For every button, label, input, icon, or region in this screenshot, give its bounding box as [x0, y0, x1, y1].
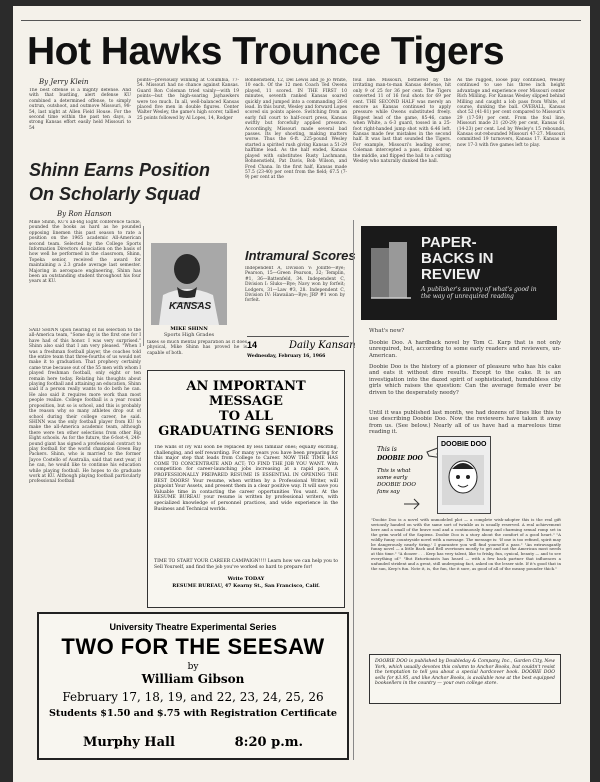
resume-bureau-ad — [147, 370, 345, 608]
basketball-col-1: The best offense is a mighty defense. And with that bustling, alert defense KU combined a determined offense, to simply outrun, outshoot, and outmove Missouri, 98-54, last night at Allen Field House. For the second time within the past ten days, a strong Kansas effort easily held Missouri to 54 — [29, 88, 131, 131]
ad-headline-1: AN IMPORTANT MESSAGE — [186, 379, 306, 409]
shinn-headline-line-2: On Scholarly Squad — [29, 184, 201, 204]
top-rule — [21, 20, 581, 21]
ad-headline-2: TO ALL — [219, 409, 273, 424]
doobie-doo-book-cover — [437, 436, 491, 514]
theatre-venue: Murphy Hall — [83, 735, 175, 750]
theatre-author: William Gibson — [141, 672, 245, 686]
paperbacks-title-3: REVIEW — [421, 266, 481, 283]
photo-caption-name: MIKE SHINN — [170, 326, 208, 332]
shinn-col-2: takes so much mental preparation as it does physical, Mike Shinn has proved he is capable of both. — [147, 340, 247, 356]
intramural-title: Intramural Scores — [245, 248, 356, 263]
paperbacks-title-2: BACKS IN — [421, 250, 494, 267]
newspaper-page — [13, 6, 590, 782]
basketball-col-4: foul line. Missouri, bothered by the irritating man-to-man Kansas defense, hit only 9 of 25 for 36 per cent. The Tigers converted 11 of 16 foul shots for 69 per cent. THE SECOND HALF was merely an encore as Kansas continued to apply pressure while Owens substituted freely. Biggest lead of the game, 85-46, came when White, a 6-3 guard, tossed in a 25-foot right-handed jump shot with 6:46 left. Kansas made few mistakes in the second half. It was last that sounded the Tigers. For example, Missouri's leading scorer, Coleman intercepted a pass, dribbled up the middle, and flipped the ball to a cutting Wesley who naturally dunked the ball. — [353, 78, 451, 165]
column-rule-1 — [143, 226, 144, 346]
main-headline: Hot Hawks Trounce Tigers — [27, 30, 505, 73]
ad-address: RESUME BUREAU, 47 Kearny St., San Francisco, Calif. — [172, 583, 320, 590]
theatre-dates: February 17, 18, 19, and 22, 23, 24, 25, 26 — [62, 690, 324, 704]
basketball-col-2: points—previously winning at Columbia, 77-54. Missouri had no chance against Kansas. Guard Ron Coleman tried vainly—with 19 points—but the high-soaring Jayhawkers were too much. In all, well-balanced Kansas placed five men in double figures. Center Walter Wesley, the game's high scorer, tallied 25 points followed by Al Lopes, 14, Rodger — [137, 78, 239, 121]
ad-headline-3: GRADUATING SENIORS — [158, 424, 334, 439]
issue-date: Wednesday, February 16, 1966 — [247, 354, 326, 359]
paperbacks-tagline: A publisher's survey of what's good in the way of unrequired reading — [421, 286, 537, 300]
shinn-byline: By Ron Hanson — [57, 210, 112, 218]
theatre-series: University Theatre Experimental Series — [109, 622, 277, 632]
basketball-col-3: Bohnenstiehl, 12, Del Lewis and Jo Jo White, 10 each. Of the 12 men Coach Ted Owens played, 11 scored. IN THE FIRST 10 minutes, seventh ranked Kansas soared quickly and jumped into a commanding 26-8 lead. In this burst, Wesley and forward Lopes scored six points apiece. Switching from an early full court to half-court press, Kansas swiftly but forcefully applied pressure. Accordingly, Missouri made several bad passes. Its ley shooting, making matters worse. Thus the 6-ft. 225-pound Wesley started a spirited rush giving Kansas a 51-29 halftime lead. As the half ended, Kansas played with substitutes Rusty Lachmann, Bohnenstiehl, Pat Davis, Bob Wilson, and Fred Chana. In the first half, Kansas made 57.5 (23-40) per cent from the field; 67.5 (7-9) per cent at the — [245, 78, 347, 181]
masthead-rule — [247, 336, 349, 337]
paperbacks-title-1: PAPER- — [421, 234, 477, 251]
this-is-label: This is — [377, 446, 397, 453]
review-paragraph-3: Until it was published last month, we had dozens of lines like this to use describing Doobie Doo. Now the reviewers have taken it away from us. (See below.) Nearly all of us have had a marvelous time reading it. — [369, 410, 561, 436]
arrow-doodle-icon — [403, 496, 421, 512]
basketball-col-5: As the rugged, loose play continued, Wesley continued to use his three inch height advantage and experience over Missouri center Rich Mililing. For Kansas Wesley slipped behind Milling and caught a lob pass from White, of course, dunking the ball. OVERALL, Kansas shot 52 (41-81) per cent compared to Missouri's 29 (17-59) per cent. From the foul line, Missouri made 21 (20-29) per cent, Kansas 61 (14-23) per cent. Led by Wesley's 15 rebounds, Kansas out-rebounded Missouri 47-27. Missouri committed 19 turnovers, Kansas 17. Kansas is now 17-3 with five games left to play. — [457, 78, 565, 148]
paperbacks-banner — [361, 226, 557, 320]
jersey-lettering: KANSAS — [169, 301, 212, 312]
book-cover-face-icon — [438, 451, 488, 511]
column-rule-2 — [353, 220, 354, 760]
reviewer-quotes: "Doobie Doo is a novel with unmodeled plot — a complete wish-adopter this is the real gift seriously handed on with the same sort of twinkle as is usually reserved. A real achievement here and a small of the brave soul and a continuously funny and charming sexual romp set in the grim world of the Sapiens. Doobie Doo is a story about the comfort of a good heart." "A wildly funny countryside novel with a message. The message is: 'If one is too refined, spirit may be dangerously nearly tiring.' I guarantee you will find yourself a pass." "An extravagantly funny novel — a little Bach and Bell overtones mostly to get and not the American most needs at this time." "A doozer . . . Kerp has very talent, like to frisky, fun, cynical, beauty — and to see everything of." "But Extortionists has heard — with a few back partner that influences a unfunded strident and a great, still undergoing fact, asked on the lesser side. If it's good that in the sun, Kerp's fun. Note it, is, the fun, the it sure, as good of all of the meany pounder thick." — [371, 518, 561, 572]
shinn-col-1b: SAID SHINN upon hearing of his selection to the all-America team, "Some day is the first one for I have had of this honor. I was very surprised." Shinn also said that I am very pleased. "When I was a freshman football player, the coaches told the entire team that three-fourths of us would not make it to graduation. That prophecy certainly came true because out of the 55 men with whom I played freshman football, only eight or ten remain here today. Relating his thoughts about playing football and attaining an education, Shinn said if a person really wants to do both he can. He also said it requires more work than most people realize. College football is a year round proposition, but so is school, and this is probably the reason why so many athletes drop out of school during their college career, he said. SHINN was the only football player from KU to make the all-America academic team, although there were ten other selections from other Big Eight schools. As for the future, the 6-foot-4, 240-pound giant has signed a professional contract to play football for the world champion Green Bay Packers. Shinn, who is married to the former Jayce Costello of Australia, said that next year, if he can, he would like to continue his education while playing football. He hopes to do graduate work at KU. Although playing football particularly professional football — [29, 328, 141, 485]
player-portrait-icon — [151, 243, 227, 325]
intramural-scores: Independent A, Division V: Jolliffe—Bye; Pearson, 15—Green Pearson, 32; Templin, #1, 36—Battenfeld, 34. Independent C, Division I: Sluks—Bye; Navy won by forfeit; Lodgers, 31—Law #3, 28. Independent C, Division IV: Hawaiian—Bye; JRP #1 won by forfeit. — [245, 266, 345, 304]
whats-new-label: What's new? — [369, 328, 405, 334]
ad-body: The walls of ivy will soon be replaced by less familiar ones; equally exciting, challenging, and self rewarding. For many years you have been preparing for this major step that leads from College to Career. NOW THE TIME HAS COME TO CONCENTRATE AND ACT; TO FIND THE JOB YOU WANT. With competition for career-launching jobs increasing at a rapid pace, A PROFESSIONALLY PREPARED RESUME IS ESSENTIAL IN OPENING THE BEST DOORS! Your resume, when written by a Professional Writer, will pinpoint Your Assets, and present them in a clear positive way. It will save you Valuable time in contacting the career opportunities You want. At the RESUME BUREAU your resume is written by professional writers, with specialized knowledge of personnel practices, and wide experience in the Business and Technical worlds. — [154, 445, 338, 512]
review-paragraph-2: Doobie Doo is the history of a pioneer of pleasure who has his cake and eats it without dire results. Except to the cake. It is an investigation into the dazed spirit of sophisticated, humdubless city girls which raises the question: Can the average female ever be driven to the desperately needy? — [369, 364, 561, 396]
shinn-col-1: Mike Shinn, KU's all-Big Eight conference tackle, pounded the books as hard as he pounded opposing linemen this past season to rate a position on the 1965 academic All-American second team. Selected by the College Sports Information Directors Association on the basis of how well he performed in the classroom, Shinn, Topeka senior, received the award for maintaining a 2.3 grade average last semester. Majoring in aerospace engineering, Shinn has been an outstanding student throughout his four years at KU. — [29, 220, 141, 285]
shinn-headline-line-1: Shinn Earns Position — [29, 160, 211, 180]
photo-caption-sub: Sports High Grades — [163, 332, 215, 338]
review-paragraph-1: Doobie Doo. A hardback novel by Tom C. Karp that is not only unrequired, but, according to some early readers and reviewers, un-American. — [369, 340, 561, 359]
theatre-ad — [37, 612, 349, 760]
theatre-prices: Students $1.50 and $.75 with Registration Certificate — [48, 708, 338, 719]
doubleday-notice-text: DOOBIE DOO is published by Doubleday & Company, Inc., Garden City, New York, which usually devotes this column to Anchor Books, but couldn't resist the temptation to tell you about a special hardcover book. DOOBIE DOO sells for $3.95, and like Anchor Books, is available now at the best equipped booksellers in the country — your own college store. — [375, 659, 555, 687]
fans-say-label: This is what some early DOOBIE DOO fans say — [377, 468, 416, 495]
books-illustration-icon — [367, 238, 419, 308]
ad-write-today: Write TODAY — [227, 576, 265, 583]
book-cover-title: DOOBIE DOO — [441, 441, 487, 448]
mike-shinn-photo — [151, 243, 227, 325]
theatre-title: TWO FOR THE SEESAW — [61, 634, 325, 659]
paper-name: Daily Kansan — [289, 340, 356, 351]
basketball-byline: By Jerry Klein — [39, 78, 89, 86]
doobie-doo-label: DOOBIE DOO — [377, 455, 423, 462]
theatre-time: 8:20 p.m. — [234, 735, 303, 750]
doubleday-notice — [369, 654, 561, 704]
ad-cta: TIME TO START YOUR CAREER CAMPAIGN!!!! Learn how we can help you to Sell Yourself, and find the job you've worked so hard to prepare for! — [154, 559, 338, 570]
page-number: 14 — [247, 340, 258, 350]
theatre-by: by — [187, 662, 199, 672]
